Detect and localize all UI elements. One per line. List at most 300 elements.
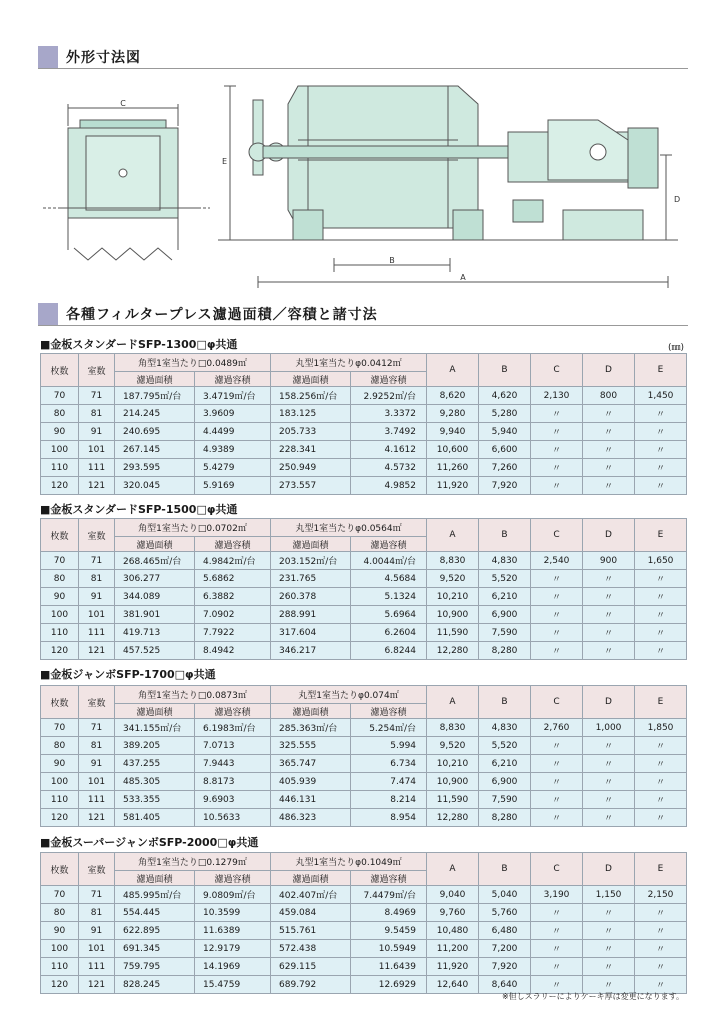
table-cell: 〃 bbox=[583, 976, 635, 994]
spec-table bbox=[40, 685, 687, 827]
table-cell: 7.0713 bbox=[195, 737, 271, 755]
table-cell: 80 bbox=[41, 904, 79, 922]
section-header-outline bbox=[38, 46, 688, 69]
table-cell: 〃 bbox=[583, 904, 635, 922]
table-row bbox=[41, 606, 687, 624]
table-cell: 91 bbox=[79, 588, 115, 606]
table-cell: 691.345 bbox=[115, 940, 195, 958]
table-cell: 7.474 bbox=[351, 773, 427, 791]
table-cell: 346.217 bbox=[271, 642, 351, 660]
table-cell: 6.3882 bbox=[195, 588, 271, 606]
table-cell: 71 bbox=[79, 886, 115, 904]
table-cell: 121 bbox=[79, 809, 115, 827]
table-cell: 288.991 bbox=[271, 606, 351, 624]
table-cell: 91 bbox=[79, 423, 115, 441]
table-cell: 〃 bbox=[635, 940, 687, 958]
table-cell: 320.045 bbox=[115, 477, 195, 495]
table-cell: 4,830 bbox=[479, 719, 531, 737]
table-cell: 485.305 bbox=[115, 773, 195, 791]
table-cell: 214.245 bbox=[115, 405, 195, 423]
table-row bbox=[41, 958, 687, 976]
table-cell: 〃 bbox=[583, 477, 635, 495]
table-row bbox=[41, 904, 687, 922]
table-cell: 419.713 bbox=[115, 624, 195, 642]
table-cell: 〃 bbox=[531, 642, 583, 660]
table-cell: 81 bbox=[79, 570, 115, 588]
table-cell: 8,280 bbox=[479, 642, 531, 660]
table-cell: 5.9169 bbox=[195, 477, 271, 495]
table-cell: 250.949 bbox=[271, 459, 351, 477]
table-cell: 5,280 bbox=[479, 405, 531, 423]
table-cell: 240.695 bbox=[115, 423, 195, 441]
header-round: 丸型1室当たりφ0.0412㎡ bbox=[271, 354, 427, 372]
table-cell: 〃 bbox=[635, 809, 687, 827]
table-cell: 486.323 bbox=[271, 809, 351, 827]
table-cell: 120 bbox=[41, 477, 79, 495]
header-e: E bbox=[635, 686, 687, 719]
table-cell: 11,590 bbox=[427, 791, 479, 809]
table-cell: 341.155㎡/台 bbox=[115, 719, 195, 737]
header-volume: 濾過容積 bbox=[195, 537, 271, 552]
dim-label-e: E bbox=[222, 157, 228, 166]
table-cell: 9,280 bbox=[427, 405, 479, 423]
table-cell: 121 bbox=[79, 976, 115, 994]
header-plates: 枚数 bbox=[41, 354, 79, 387]
table-cell: 〃 bbox=[583, 737, 635, 755]
header-b: B bbox=[479, 354, 531, 387]
table-cell: 70 bbox=[41, 552, 79, 570]
table-cell: 12.9179 bbox=[195, 940, 271, 958]
table-cell: 405.939 bbox=[271, 773, 351, 791]
table-cell: 9,520 bbox=[427, 570, 479, 588]
table-cell: 389.205 bbox=[115, 737, 195, 755]
table-cell: 759.795 bbox=[115, 958, 195, 976]
table-cell: 〃 bbox=[531, 922, 583, 940]
table-cell: 10.5633 bbox=[195, 809, 271, 827]
header-area: 濾過面積 bbox=[271, 871, 351, 886]
header-chambers: 室数 bbox=[79, 354, 115, 387]
table-cell: 2,760 bbox=[531, 719, 583, 737]
table-cell: 6,900 bbox=[479, 606, 531, 624]
table-cell: 5.6862 bbox=[195, 570, 271, 588]
table-cell: 100 bbox=[41, 940, 79, 958]
table-cell: 4.1612 bbox=[351, 441, 427, 459]
table-cell: 572.438 bbox=[271, 940, 351, 958]
header-volume: 濾過容積 bbox=[195, 372, 271, 387]
header-e: E bbox=[635, 853, 687, 886]
table-cell: 101 bbox=[79, 773, 115, 791]
header-c: C bbox=[531, 519, 583, 552]
table-cell: 〃 bbox=[583, 441, 635, 459]
table-cell: 4,830 bbox=[479, 552, 531, 570]
table-cell: 5.994 bbox=[351, 737, 427, 755]
table-cell: 7,590 bbox=[479, 624, 531, 642]
header-chambers: 室数 bbox=[79, 519, 115, 552]
table-cell: 〃 bbox=[583, 958, 635, 976]
table-cell: 515.761 bbox=[271, 922, 351, 940]
table-cell: 91 bbox=[79, 755, 115, 773]
table-cell: 11.6439 bbox=[351, 958, 427, 976]
table-title-sfp2000: ■金板スーパージャンボSFP-2000□φ共通 bbox=[40, 836, 259, 849]
table-cell: 12,640 bbox=[427, 976, 479, 994]
spec-table bbox=[40, 852, 687, 994]
table-cell: 81 bbox=[79, 737, 115, 755]
header-plates: 枚数 bbox=[41, 686, 79, 719]
table-cell: 10.3599 bbox=[195, 904, 271, 922]
table-cell: 90 bbox=[41, 922, 79, 940]
table-cell: 231.765 bbox=[271, 570, 351, 588]
table-cell: 〃 bbox=[635, 755, 687, 773]
table-row bbox=[41, 459, 687, 477]
table-cell: 〃 bbox=[531, 809, 583, 827]
header-d: D bbox=[583, 853, 635, 886]
table-cell: 111 bbox=[79, 958, 115, 976]
table-cell: 101 bbox=[79, 940, 115, 958]
table-row bbox=[41, 922, 687, 940]
header-volume: 濾過容積 bbox=[195, 704, 271, 719]
table-cell: 70 bbox=[41, 719, 79, 737]
header-round: 丸型1室当たりφ0.0564㎡ bbox=[271, 519, 427, 537]
header-area: 濾過面積 bbox=[115, 704, 195, 719]
table-cell: 2.9252㎥/台 bbox=[351, 387, 427, 405]
table-cell: 〃 bbox=[583, 755, 635, 773]
table-cell: 〃 bbox=[531, 405, 583, 423]
table-cell: 2,540 bbox=[531, 552, 583, 570]
table-cell: 344.089 bbox=[115, 588, 195, 606]
table-cell: 〃 bbox=[583, 791, 635, 809]
header-d: D bbox=[583, 519, 635, 552]
table-cell: 100 bbox=[41, 441, 79, 459]
table-cell: 306.277 bbox=[115, 570, 195, 588]
table-cell: 〃 bbox=[583, 642, 635, 660]
table-cell: 325.555 bbox=[271, 737, 351, 755]
table-cell: 4,620 bbox=[479, 387, 531, 405]
table-cell: 111 bbox=[79, 624, 115, 642]
table-cell: 81 bbox=[79, 405, 115, 423]
table-cell: 〃 bbox=[531, 737, 583, 755]
table-cell: 4.0044㎥/台 bbox=[351, 552, 427, 570]
table-cell: 121 bbox=[79, 642, 115, 660]
table-row bbox=[41, 773, 687, 791]
table-cell: 268.465㎡/台 bbox=[115, 552, 195, 570]
table-cell: 8,620 bbox=[427, 387, 479, 405]
table-cell: 6,900 bbox=[479, 773, 531, 791]
table-row bbox=[41, 588, 687, 606]
spec-table bbox=[40, 518, 687, 660]
table-cell: 11,200 bbox=[427, 940, 479, 958]
dim-label-a: A bbox=[460, 273, 466, 282]
table-cell: 6.1983㎥/台 bbox=[195, 719, 271, 737]
table-cell: 〃 bbox=[531, 606, 583, 624]
table-cell: 402.407㎡/台 bbox=[271, 886, 351, 904]
table-cell: 〃 bbox=[583, 588, 635, 606]
table-cell: 〃 bbox=[635, 791, 687, 809]
table-cell: 14.1969 bbox=[195, 958, 271, 976]
table-cell: 〃 bbox=[635, 423, 687, 441]
outline-drawing bbox=[38, 80, 688, 295]
table-cell: 629.115 bbox=[271, 958, 351, 976]
header-c: C bbox=[531, 686, 583, 719]
table-cell: 7.4479㎥/台 bbox=[351, 886, 427, 904]
header-chambers: 室数 bbox=[79, 853, 115, 886]
table-cell: 71 bbox=[79, 719, 115, 737]
table-cell: 110 bbox=[41, 958, 79, 976]
table-cell: 〃 bbox=[583, 423, 635, 441]
table-cell: 3.4719㎥/台 bbox=[195, 387, 271, 405]
table-cell: 〃 bbox=[635, 441, 687, 459]
table-cell: 260.378 bbox=[271, 588, 351, 606]
table-cell: 5.4279 bbox=[195, 459, 271, 477]
table-cell: 〃 bbox=[531, 755, 583, 773]
header-e: E bbox=[635, 354, 687, 387]
table-cell: 285.363㎡/台 bbox=[271, 719, 351, 737]
table-cell: 6.8244 bbox=[351, 642, 427, 660]
table-cell: 6,210 bbox=[479, 755, 531, 773]
table-cell: 〃 bbox=[583, 405, 635, 423]
table-cell: 〃 bbox=[635, 477, 687, 495]
table-row bbox=[41, 737, 687, 755]
table-cell: 293.595 bbox=[115, 459, 195, 477]
table-cell: 70 bbox=[41, 387, 79, 405]
header-a: A bbox=[427, 354, 479, 387]
header-a: A bbox=[427, 853, 479, 886]
table-cell: 12.6929 bbox=[351, 976, 427, 994]
table-cell: 11.6389 bbox=[195, 922, 271, 940]
header-round: 丸型1室当たりφ0.074㎡ bbox=[271, 686, 427, 704]
header-volume: 濾過容積 bbox=[351, 704, 427, 719]
table-cell: 1,850 bbox=[635, 719, 687, 737]
table-cell: 7.0902 bbox=[195, 606, 271, 624]
table-cell: 689.792 bbox=[271, 976, 351, 994]
table-cell: 8,830 bbox=[427, 552, 479, 570]
table-row bbox=[41, 719, 687, 737]
table-cell: 〃 bbox=[583, 459, 635, 477]
table-cell: 〃 bbox=[531, 904, 583, 922]
table-cell: 6.734 bbox=[351, 755, 427, 773]
table-cell: 7,260 bbox=[479, 459, 531, 477]
table-cell: 120 bbox=[41, 642, 79, 660]
table-cell: 446.131 bbox=[271, 791, 351, 809]
table-row bbox=[41, 441, 687, 459]
table-cell: 10,210 bbox=[427, 755, 479, 773]
header-b: B bbox=[479, 686, 531, 719]
header-square: 角型1室当たり□0.0702㎡ bbox=[115, 519, 271, 537]
table-cell: 183.125 bbox=[271, 405, 351, 423]
table-cell: 7,200 bbox=[479, 940, 531, 958]
table-cell: 〃 bbox=[583, 570, 635, 588]
header-e: E bbox=[635, 519, 687, 552]
dim-label-c: C bbox=[120, 99, 126, 108]
table-cell: 〃 bbox=[635, 405, 687, 423]
table-cell: 121 bbox=[79, 477, 115, 495]
table-cell: 120 bbox=[41, 809, 79, 827]
table-cell: 9,040 bbox=[427, 886, 479, 904]
table-cell: 10,900 bbox=[427, 606, 479, 624]
table-cell: 4.5684 bbox=[351, 570, 427, 588]
table-cell: 267.145 bbox=[115, 441, 195, 459]
table-cell: 5,760 bbox=[479, 904, 531, 922]
table-cell: 〃 bbox=[531, 423, 583, 441]
header-volume: 濾過容積 bbox=[351, 372, 427, 387]
table-cell: 1,450 bbox=[635, 387, 687, 405]
table-cell: 9,760 bbox=[427, 904, 479, 922]
spec-table bbox=[40, 353, 687, 495]
table-cell: 〃 bbox=[635, 976, 687, 994]
table-cell: 459.084 bbox=[271, 904, 351, 922]
table-cell: 8.4942 bbox=[195, 642, 271, 660]
table-cell: 〃 bbox=[583, 922, 635, 940]
table-cell: 4.9852 bbox=[351, 477, 427, 495]
table-cell: 581.405 bbox=[115, 809, 195, 827]
table-cell: 71 bbox=[79, 552, 115, 570]
table-cell: 〃 bbox=[531, 441, 583, 459]
table-cell: 〃 bbox=[583, 624, 635, 642]
table-row bbox=[41, 477, 687, 495]
table-cell: 5.1324 bbox=[351, 588, 427, 606]
header-d: D bbox=[583, 354, 635, 387]
dim-label-d: D bbox=[674, 195, 681, 204]
table-row bbox=[41, 940, 687, 958]
table-title-sfp1300: ■金板スタンダードSFP-1300□φ共通 bbox=[40, 338, 238, 351]
table-cell: 457.525 bbox=[115, 642, 195, 660]
table-cell: 111 bbox=[79, 791, 115, 809]
table-cell: 622.895 bbox=[115, 922, 195, 940]
header-volume: 濾過容積 bbox=[195, 871, 271, 886]
table-cell: 8.4969 bbox=[351, 904, 427, 922]
footnote: ※但しスラリーによりケーキ厚は変更になります。 bbox=[501, 992, 684, 1001]
section-title: 各種フィルタープレス濾過面積／容積と諸寸法 bbox=[66, 307, 378, 323]
table-cell: 5.254㎥/台 bbox=[351, 719, 427, 737]
table-cell: 9.5459 bbox=[351, 922, 427, 940]
table-row bbox=[41, 624, 687, 642]
table-cell: 〃 bbox=[531, 976, 583, 994]
table-cell: 〃 bbox=[583, 773, 635, 791]
table-cell: 5,520 bbox=[479, 737, 531, 755]
table-cell: 5,520 bbox=[479, 570, 531, 588]
header-area: 濾過面積 bbox=[271, 704, 351, 719]
table-cell: 〃 bbox=[635, 606, 687, 624]
header-area: 濾過面積 bbox=[115, 372, 195, 387]
table-cell: 90 bbox=[41, 755, 79, 773]
table-cell: 15.4759 bbox=[195, 976, 271, 994]
table-cell: 7.7922 bbox=[195, 624, 271, 642]
table-cell: 9.6903 bbox=[195, 791, 271, 809]
table-cell: 6,600 bbox=[479, 441, 531, 459]
table-cell: 485.995㎡/台 bbox=[115, 886, 195, 904]
table-cell: 〃 bbox=[635, 922, 687, 940]
table-cell: 70 bbox=[41, 886, 79, 904]
table-cell: 〃 bbox=[531, 624, 583, 642]
table-cell: 11,920 bbox=[427, 958, 479, 976]
table-cell: 3.7492 bbox=[351, 423, 427, 441]
header-chambers: 室数 bbox=[79, 686, 115, 719]
table-cell: 91 bbox=[79, 922, 115, 940]
table-cell: 81 bbox=[79, 904, 115, 922]
table-cell: 8,830 bbox=[427, 719, 479, 737]
section-title: 外形寸法図 bbox=[66, 50, 141, 66]
table-cell: 533.355 bbox=[115, 791, 195, 809]
table-title-sfp1500: ■金板スタンダードSFP-1500□φ共通 bbox=[40, 503, 238, 516]
table-row bbox=[41, 387, 687, 405]
table-cell: 〃 bbox=[531, 570, 583, 588]
table-cell: 110 bbox=[41, 459, 79, 477]
header-area: 濾過面積 bbox=[115, 537, 195, 552]
table-cell: 〃 bbox=[531, 773, 583, 791]
section-marker bbox=[38, 46, 58, 68]
table-cell: 3.9609 bbox=[195, 405, 271, 423]
table-cell: 80 bbox=[41, 570, 79, 588]
table-cell: 100 bbox=[41, 773, 79, 791]
header-round: 丸型1室当たりφ0.1049㎡ bbox=[271, 853, 427, 871]
table-cell: 12,280 bbox=[427, 809, 479, 827]
table-row bbox=[41, 791, 687, 809]
header-area: 濾過面積 bbox=[271, 372, 351, 387]
header-square: 角型1室当たり□0.0489㎡ bbox=[115, 354, 271, 372]
table-cell: 2,150 bbox=[635, 886, 687, 904]
header-b: B bbox=[479, 519, 531, 552]
table-cell: 〃 bbox=[635, 624, 687, 642]
table-cell: 〃 bbox=[635, 958, 687, 976]
table-cell: 365.747 bbox=[271, 755, 351, 773]
table-cell: 80 bbox=[41, 737, 79, 755]
header-d: D bbox=[583, 686, 635, 719]
table-cell: 7.9443 bbox=[195, 755, 271, 773]
table-cell: 4.9389 bbox=[195, 441, 271, 459]
table-row bbox=[41, 755, 687, 773]
table-cell: 6.2604 bbox=[351, 624, 427, 642]
table-row bbox=[41, 570, 687, 588]
table-cell: 〃 bbox=[635, 642, 687, 660]
header-volume: 濾過容積 bbox=[351, 871, 427, 886]
table-cell: 1,150 bbox=[583, 886, 635, 904]
table-cell: 5.6964 bbox=[351, 606, 427, 624]
table-cell: 10,600 bbox=[427, 441, 479, 459]
table-cell: 90 bbox=[41, 588, 79, 606]
table-cell: 900 bbox=[583, 552, 635, 570]
header-c: C bbox=[531, 354, 583, 387]
table-cell: 5,940 bbox=[479, 423, 531, 441]
section-marker bbox=[38, 303, 58, 325]
table-cell: 〃 bbox=[531, 791, 583, 809]
table-cell: 〃 bbox=[531, 958, 583, 976]
table-cell: 〃 bbox=[635, 773, 687, 791]
table-cell: 5,040 bbox=[479, 886, 531, 904]
table-cell: 9.0809㎥/台 bbox=[195, 886, 271, 904]
table-cell: 273.557 bbox=[271, 477, 351, 495]
table-cell: 7,920 bbox=[479, 477, 531, 495]
table-cell: 8.8173 bbox=[195, 773, 271, 791]
table-cell: 〃 bbox=[635, 459, 687, 477]
table-cell: 101 bbox=[79, 606, 115, 624]
table-cell: 158.256㎡/台 bbox=[271, 387, 351, 405]
table-cell: 〃 bbox=[531, 477, 583, 495]
table-cell: 8.214 bbox=[351, 791, 427, 809]
filter-press-drawing bbox=[38, 80, 688, 295]
table-cell: 10.5949 bbox=[351, 940, 427, 958]
header-a: A bbox=[427, 519, 479, 552]
table-cell: 6,480 bbox=[479, 922, 531, 940]
header-volume: 濾過容積 bbox=[351, 537, 427, 552]
header-area: 濾過面積 bbox=[271, 537, 351, 552]
table-cell: 2,130 bbox=[531, 387, 583, 405]
header-square: 角型1室当たり□0.1279㎡ bbox=[115, 853, 271, 871]
table-cell: 554.445 bbox=[115, 904, 195, 922]
table-cell: 〃 bbox=[531, 940, 583, 958]
header-plates: 枚数 bbox=[41, 853, 79, 886]
table-cell: 71 bbox=[79, 387, 115, 405]
table-cell: 6,210 bbox=[479, 588, 531, 606]
header-a: A bbox=[427, 686, 479, 719]
